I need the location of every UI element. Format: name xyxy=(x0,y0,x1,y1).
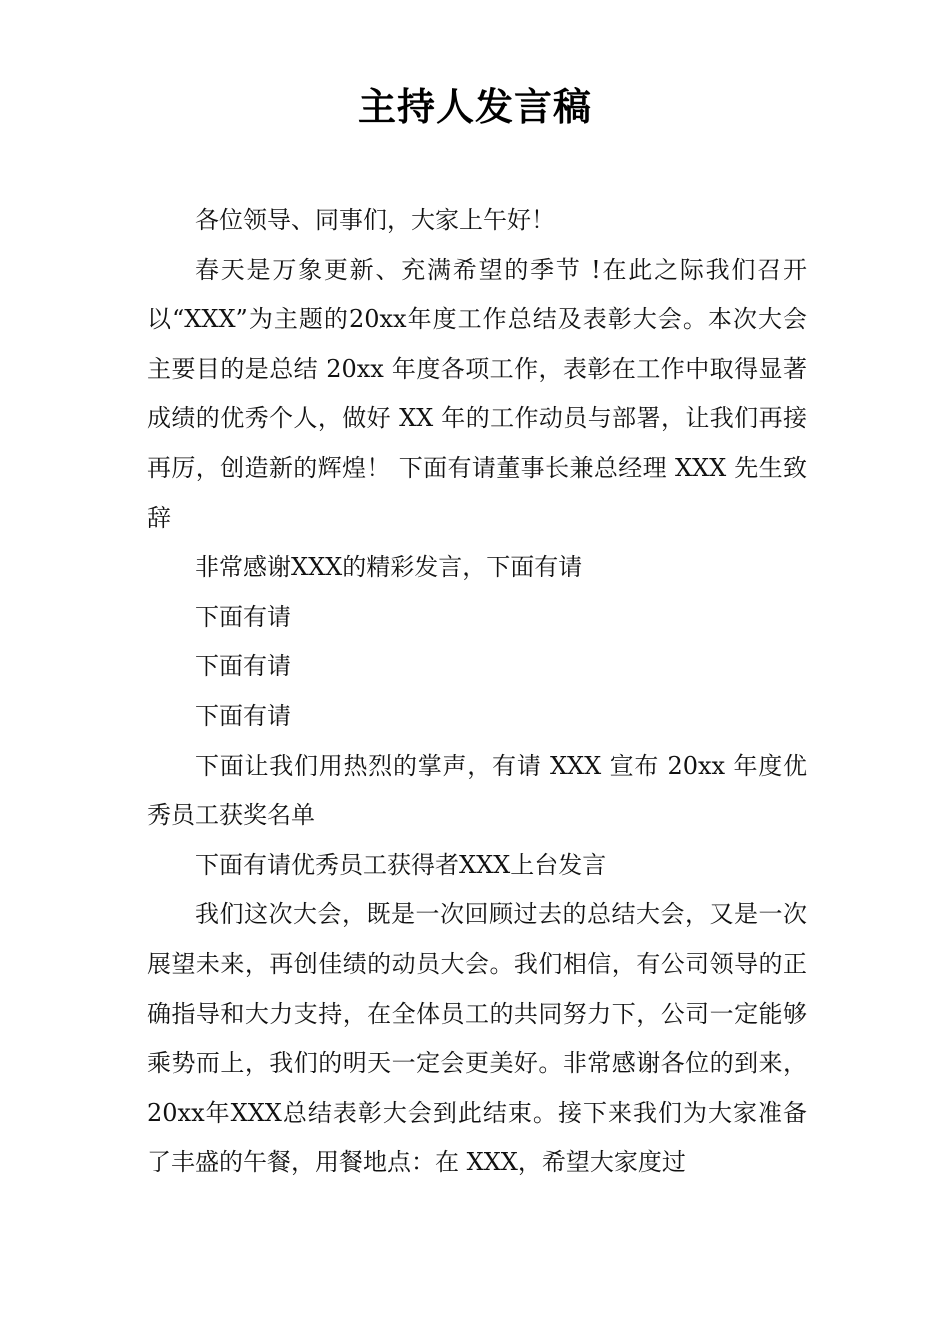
paragraph-invite: 下面有请 xyxy=(195,701,291,730)
paragraph-closing: 我们这次大会，既是一次回顾过去的总结大会，又是一次展望未来，再创佳绩的动员大会。我们相信，有公司领导的正确指导和大力支持，在全体员工的共同努力下，公司一定能够乘势而上，我们的明天一定会更美好。非常感谢各位的到来，20xx年XXX总结表彰大会到此结束。接下来我们为大家准备了丰盛的午餐，用餐地点：在 XXX，希望大家度过 xyxy=(147,900,807,1177)
document-title: 主持人发言稿 xyxy=(357,84,592,129)
document-body xyxy=(147,196,807,1188)
paragraph-invite: 下面有请 xyxy=(195,652,291,681)
paragraph-winner-speech: 下面有请优秀员工获得者XXX上台发言 xyxy=(195,850,607,879)
paragraph-awards: 下面让我们用热烈的掌声，有请 XXX 宣布 20xx 年度优秀员工获奖名单 xyxy=(147,751,807,830)
paragraph-opening: 春天是万象更新、充满希望的季节 !在此之际我们召开以“XXX”为主题的20xx年度工作总结及表彰大会。本次大会主要目的是总结 20xx 年度各项工作，表彰在工作中取得显著成绩的优秀个人，做好 XX 年的工作动员与部署，让我们再接再厉，创造新的辉煌！ 下面有请董事长兼总经理 XXX 先生致辞 xyxy=(147,255,807,532)
paragraph-thanks: 非常感谢XXX的精彩发言，下面有请 xyxy=(195,553,583,582)
paragraph-greeting: 各位领导、同事们，大家上午好！ xyxy=(195,206,555,234)
paragraph-invite: 下面有请 xyxy=(195,602,291,631)
